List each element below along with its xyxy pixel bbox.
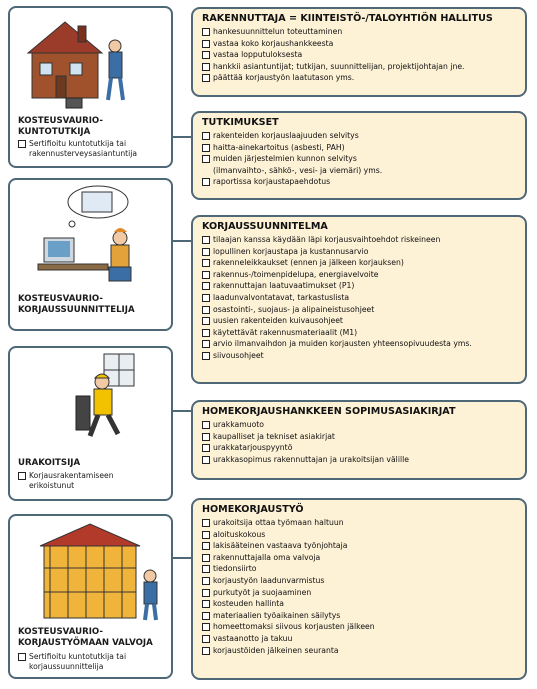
- checkbox-icon: [202, 248, 210, 256]
- task-item: [202, 442, 517, 454]
- task-item-text: raportissa korjaustapaehdotus: [213, 177, 331, 187]
- task-item: [202, 552, 517, 564]
- checkbox-icon: [202, 306, 210, 314]
- checkbox-icon: [202, 421, 210, 429]
- task-item-text: (ilmanvaihto-, sähkö-, vesi- ja viemäri) yms.: [213, 165, 383, 175]
- task-item-text: korjaustöiden jälkeinen seuranta: [213, 645, 339, 655]
- role-title-line: KOSTEUSVAURIO-: [18, 627, 103, 637]
- task-item-text: materiaalien työaikainen säilytys: [213, 610, 341, 620]
- checkbox-icon: [18, 472, 26, 480]
- task-item: [202, 26, 517, 38]
- task-item: [202, 517, 517, 529]
- task-item-text: homeettomaksi siivous korjausten jälkeen: [213, 622, 375, 632]
- checkbox-icon: [202, 433, 210, 441]
- task-item: [202, 610, 517, 622]
- role-title-line: KUNTOTUTKIJA: [18, 127, 91, 137]
- role-description: Sertifioitu kuntotutkija tai: [29, 652, 127, 661]
- task-title: KORJAUSSUUNNITELMA: [202, 221, 328, 232]
- task-item: [202, 563, 517, 575]
- task-item-text: purkutyöt ja suojaaminen: [213, 587, 312, 597]
- task-item: [202, 350, 517, 362]
- task-title: TUTKIMUKSET: [202, 117, 279, 128]
- role-card-tyomaan-valvoja: [8, 514, 173, 679]
- task-item: [202, 257, 517, 269]
- checkbox-icon: [202, 282, 210, 290]
- task-item: [202, 280, 517, 292]
- task-item-text: siivousohjeet: [213, 350, 264, 360]
- task-item: [202, 540, 517, 552]
- task-item-text: korjaustyön laadunvarmistus: [213, 575, 325, 585]
- task-item: [202, 338, 517, 350]
- checkbox-icon: [202, 577, 210, 585]
- task-list: [202, 130, 517, 188]
- role-description: rakennusterveysasiantuntija: [29, 149, 137, 158]
- task-item-text: kosteuden hallinta: [213, 599, 285, 609]
- checkbox-icon: [202, 317, 210, 325]
- checkbox-icon: [202, 554, 210, 562]
- task-item: [202, 130, 517, 142]
- task-item: [202, 176, 517, 188]
- task-item-text: vastaa koko korjaushankkeesta: [213, 38, 334, 48]
- house-inspector-illustration: [10, 8, 175, 118]
- role-card-kuntotutkija: [8, 6, 173, 168]
- role-title-line: URAKOITSIJA: [18, 458, 81, 468]
- task-item-text: arvio ilmanvaihdon ja muiden korjausten yhteensopivuudesta yms.: [213, 339, 472, 349]
- task-list: [202, 517, 517, 656]
- task-item-text: hankkii asiantuntijat; tutkijan, suunnittelijan, projektijohtajan jne.: [213, 61, 465, 71]
- checkbox-icon: [202, 444, 210, 452]
- checkbox-icon: [202, 612, 210, 620]
- task-item-text: tilaajan kanssa käydään läpi korjausvaihtoehdot riskeineen: [213, 235, 441, 244]
- connector-line: [173, 410, 191, 412]
- task-item: [202, 49, 517, 61]
- task-item-text: käytettävät rakennusmateriaalit (M1): [213, 327, 358, 337]
- role-card-korjaussuunnittelija: [8, 178, 173, 331]
- role-description: Korjausrakentamiseen: [29, 471, 114, 480]
- checkbox-icon: [202, 271, 210, 279]
- task-item: [202, 621, 517, 633]
- task-item: [202, 575, 517, 587]
- checkbox-icon: [202, 352, 210, 360]
- task-item: [202, 292, 517, 304]
- task-item-text: aloituskokous: [213, 529, 266, 539]
- checkbox-icon: [202, 456, 210, 464]
- checkbox-icon: [18, 653, 26, 661]
- task-item: [202, 454, 517, 466]
- task-item: [202, 419, 517, 431]
- task-title: RAKENNUTTAJA = KIINTEISTÖ-/TALOYHTIÖN HALLITUS: [202, 13, 493, 24]
- connector-line: [173, 557, 191, 559]
- checkbox-icon: [202, 132, 210, 140]
- task-box-rakennuttaja: [191, 7, 527, 97]
- task-list: [202, 26, 517, 84]
- task-item: [202, 142, 517, 154]
- task-item: [202, 587, 517, 599]
- checkbox-icon: [202, 329, 210, 337]
- task-item-text: hankesuunnittelun toteuttaminen: [213, 27, 343, 36]
- checkbox-icon: [202, 259, 210, 267]
- role-title-line: KORJAUSTYÖMAAN VALVOJA: [18, 638, 153, 648]
- checkbox-icon: [202, 519, 210, 527]
- task-item-text: laadunvalvontatavat, tarkastuslista: [213, 292, 350, 302]
- task-list: [202, 234, 517, 362]
- task-item-text: rakenneleikkaukset (ennen ja jälkeen korjauksen): [213, 258, 404, 268]
- task-item-text: vastaa lopputuloksesta: [213, 50, 303, 60]
- task-box-sopimusasiakirjat: [191, 400, 527, 480]
- checkbox-icon: [202, 74, 210, 82]
- role-description: Sertifioitu kuntotutkija tai: [29, 139, 127, 148]
- worker-illustration: [10, 348, 175, 448]
- task-item-text: lopullinen korjaustapa ja kustannusarvio: [213, 246, 369, 256]
- task-item-text: urakkamuoto: [213, 420, 265, 429]
- checkbox-icon: [18, 140, 26, 148]
- task-item-text: uusien rakenteiden kuivausohjeet: [213, 316, 343, 326]
- task-item-text: vastaanotto ja takuu: [213, 633, 293, 643]
- task-item: [202, 304, 517, 316]
- task-item: [202, 61, 517, 73]
- task-item-text: rakennus-/toimenpidelupa, energiavelvoite: [213, 269, 379, 279]
- connector-line: [173, 240, 191, 242]
- checkbox-icon: [202, 144, 210, 152]
- checkbox-icon: [202, 236, 210, 244]
- task-box-korjaussuunnitelma: [191, 215, 527, 384]
- checkbox-icon: [202, 40, 210, 48]
- task-item-text: haitta-ainekartoitus (asbesti, PAH): [213, 142, 345, 152]
- task-title: HOMEKORJAUSHANKKEEN SOPIMUSASIAKIRJAT: [202, 406, 456, 417]
- role-title-line: KOSTEUSVAURIO-: [18, 116, 103, 126]
- task-item-text: urakoitsija ottaa työmaan haltuun: [213, 518, 344, 527]
- task-item-text: lakisääteinen vastaava työnjohtaja: [213, 541, 348, 551]
- checkbox-icon: [202, 565, 210, 573]
- task-item: [202, 165, 517, 177]
- task-item-text: päättää korjaustyön laatutason yms.: [213, 73, 355, 83]
- checkbox-icon: [202, 63, 210, 71]
- role-title-line: KOSTEUSVAURIO-: [18, 294, 103, 304]
- task-item: [202, 234, 517, 246]
- task-item-text: urakkatarjouspyyntö: [213, 443, 293, 453]
- task-box-homekorjaustyo: [191, 498, 527, 680]
- role-card-urakoitsija: [8, 346, 173, 501]
- task-item: [202, 246, 517, 258]
- task-item-text: urakkasopimus rakennuttajan ja urakoitsijan välille: [213, 454, 409, 464]
- scaffold-building-illustration: [10, 516, 175, 624]
- task-item: [202, 529, 517, 541]
- task-item-text: kaupalliset ja tekniset asiakirjat: [213, 431, 335, 441]
- task-item-text: osastointi-, suojaus- ja alipaineistusohjeet: [213, 304, 375, 314]
- checkbox-icon: [202, 600, 210, 608]
- task-item-text: rakennuttajalla oma valvoja: [213, 552, 321, 562]
- task-box-tutkimukset: [191, 111, 527, 200]
- role-title-line: KORJAUSSUUNNITTELIJA: [18, 305, 135, 315]
- task-item: [202, 645, 517, 657]
- checkbox-icon: [202, 178, 210, 186]
- task-item: [202, 38, 517, 50]
- checkbox-icon: [202, 542, 210, 550]
- checkbox-icon: [202, 294, 210, 302]
- task-item-text: rakennuttajan laatuvaatimukset (P1): [213, 281, 355, 291]
- role-description: erikoistunut: [29, 481, 75, 490]
- checkbox-icon: [202, 531, 210, 539]
- checkbox-icon: [202, 623, 210, 631]
- checkbox-icon: [202, 589, 210, 597]
- task-item: [202, 269, 517, 281]
- task-item: [202, 72, 517, 84]
- task-item: [202, 327, 517, 339]
- checkbox-icon: [202, 155, 210, 163]
- task-item: [202, 315, 517, 327]
- connector-line: [173, 136, 191, 138]
- task-item: [202, 431, 517, 443]
- checkbox-icon: [202, 28, 210, 36]
- checkbox-icon: [202, 51, 210, 59]
- checkbox-icon: [202, 647, 210, 655]
- checkbox-icon: [202, 635, 210, 643]
- task-item-text: rakenteiden korjauslaajuuden selvitys: [213, 131, 359, 140]
- task-item-text: muiden järjestelmien kunnon selvitys: [213, 154, 357, 164]
- task-item: [202, 598, 517, 610]
- task-title: HOMEKORJAUSTYÖ: [202, 504, 304, 515]
- task-item: [202, 153, 517, 165]
- role-description: korjaussuunnittelija: [29, 662, 104, 671]
- designer-at-computer-illustration: [10, 180, 175, 295]
- checkbox-icon: [202, 340, 210, 348]
- task-item: [202, 633, 517, 645]
- task-list: [202, 419, 517, 465]
- task-item-text: tiedonsiirto: [213, 564, 257, 574]
